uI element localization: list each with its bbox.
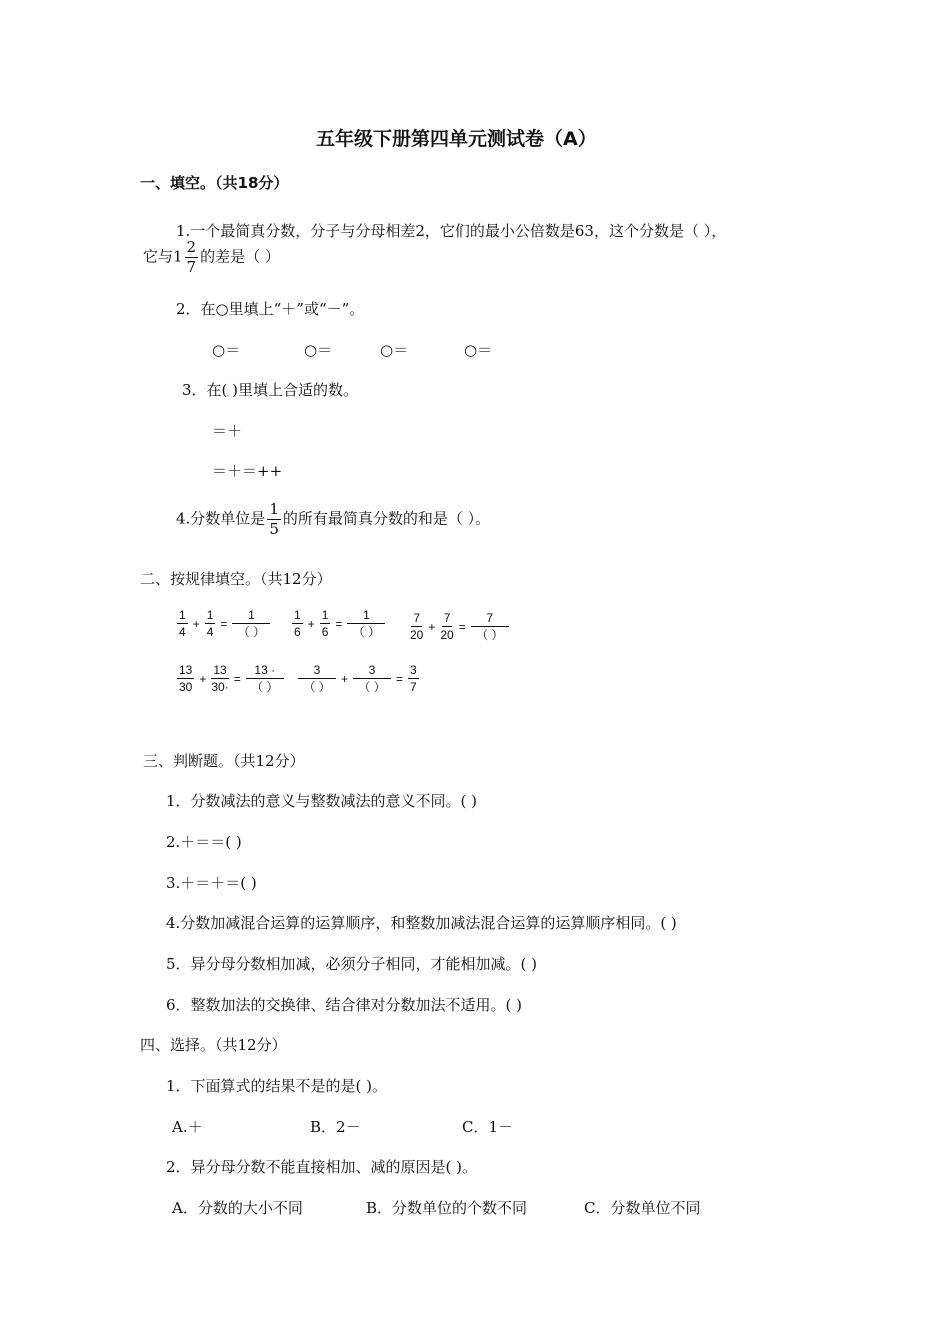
s1-q4 (176, 502, 490, 537)
choice-q1-text: 1．下面算式的结果不是的是( )。 (166, 1077, 388, 1095)
choice-q2-text: 2．异分母分数不能直接相加、减的原因是( )。 (166, 1158, 478, 1176)
circle-blank-3: ○＝ (380, 341, 409, 359)
addend-fraction (177, 664, 194, 693)
choice-q1-option-b: B．2－ (310, 1118, 361, 1136)
numerator: 13 (213, 663, 227, 677)
pattern-item-4 (175, 664, 286, 693)
numerator: 3 (353, 664, 391, 679)
plus-sign: + (199, 671, 207, 686)
denominator-blank: （ ） (251, 680, 279, 694)
choice-q2-option-a: A．分数的大小不同 (172, 1199, 303, 1217)
denominator: 6 (294, 625, 301, 639)
judge-item-3: 3.＋＝＋＝( ) (166, 874, 257, 892)
numerator: 7 (413, 611, 421, 625)
choice-q1-option-c: C．1－ (462, 1118, 514, 1136)
addend-fraction (320, 609, 331, 638)
addend-fraction (353, 664, 391, 693)
addend-fraction (205, 609, 216, 638)
mixed-fraction (185, 240, 199, 275)
denominator-blank: （ ） (358, 680, 386, 694)
s1-q1-line2 (143, 240, 280, 275)
s1-q3-text: 3．在( )里填上合适的数。 (182, 381, 359, 399)
denominator: 4 (206, 625, 214, 639)
numerator: 1 (347, 609, 385, 624)
pattern-item-3 (408, 612, 511, 641)
plus-sign: + (428, 619, 436, 634)
plus-sign: + (307, 616, 315, 631)
judge-item-2: 2.＋＝＝( ) (166, 833, 242, 851)
numerator: 1 (206, 608, 214, 622)
circle-blank-2: ○＝ (304, 341, 333, 359)
addend-fraction (298, 664, 336, 693)
frac-numerator: 1 (269, 500, 279, 518)
pattern-item-2 (290, 609, 387, 638)
denominator: 4 (179, 625, 186, 639)
denominator: 30· (211, 680, 229, 694)
denominator: 20 (410, 628, 424, 642)
numerator: 7 (471, 612, 509, 627)
judge-item-6: 6．整数加法的交换律、结合律对分数加法不适用。( ) (166, 996, 523, 1014)
denominator-blank: （ ） (352, 625, 381, 639)
s1-q1-text-b: 它与1 (143, 247, 183, 266)
section-2-heading: 二、按规律填空。（共12分） (140, 570, 332, 588)
choice-q2-option-b: B．分数单位的个数不同 (366, 1199, 528, 1217)
numerator: 3 (298, 664, 336, 679)
unit-fraction (267, 502, 281, 537)
result-fraction (232, 609, 270, 638)
numerator: 1 (179, 608, 186, 622)
section-4-heading: 四、选择。（共12分） (140, 1036, 287, 1054)
numerator: 3 (410, 663, 417, 677)
addend-fraction (211, 664, 228, 693)
equals-sign: = (458, 619, 466, 634)
equals-sign: = (220, 616, 228, 631)
numerator: 1 (294, 608, 301, 622)
page-title: 五年级下册第四单元测试卷（A） (316, 128, 597, 150)
s1-q4-text-a: 4.分数单位是 (176, 509, 266, 528)
denominator: 6 (321, 625, 329, 639)
circle-blank-1: ○＝ (212, 341, 241, 359)
addend-fraction (292, 609, 303, 638)
denominator-blank: （ ） (237, 625, 266, 639)
result-fraction (246, 664, 284, 693)
s1-q1-line1: 1.一个最简真分数，分子与分母相差2，它们的最小公倍数是63，这个分数是（ ）， (176, 222, 727, 240)
judge-item-5: 5．异分母分数相加减，必须分子相同，才能相加减。( ) (166, 955, 538, 973)
section-3-heading: 三、判断题。（共12分） (143, 752, 305, 770)
numerator: 13 (179, 663, 193, 677)
plus-sign: + (341, 671, 349, 686)
pattern-item-5 (296, 664, 421, 693)
result-fraction (347, 609, 385, 638)
pattern-item-1 (175, 609, 272, 638)
equals-sign: = (335, 616, 343, 631)
numerator: 7 (443, 611, 451, 625)
frac-denominator: 5 (269, 520, 279, 538)
denominator: 7 (410, 680, 417, 694)
denominator-blank: （ ） (476, 628, 504, 642)
choice-q1-option-a: A.＋ (172, 1118, 203, 1136)
section-1-heading: 一、填空。（共18分） (140, 174, 289, 192)
frac-numerator: 2 (186, 238, 197, 256)
s1-q2-text: 2．在○里填上“＋”或“－”。 (176, 300, 365, 318)
result-fraction (408, 664, 419, 693)
numerator: 1 (232, 609, 270, 624)
s1-q3-line2: ＝＋＝++ (212, 462, 283, 480)
denominator-blank: （ ） (303, 680, 331, 694)
s1-q3-line1: ＝＋ (212, 422, 243, 440)
s1-q1-text-c: 的差是（ ） (200, 247, 280, 266)
denominator: 20 (440, 628, 454, 642)
result-fraction (471, 612, 509, 641)
equals-sign: = (396, 671, 404, 686)
addend-fraction (440, 612, 453, 641)
addend-fraction (177, 609, 188, 638)
choice-q2-option-c: C．分数单位不同 (584, 1199, 701, 1217)
frac-denominator: 7 (186, 258, 197, 276)
equals-sign: = (233, 671, 241, 686)
s1-q4-text-b: 的所有最简真分数的和是（ ）。 (282, 509, 491, 528)
judge-item-1: 1．分数减法的意义与整数减法的意义不同。( ) (166, 792, 478, 810)
denominator: 30 (179, 680, 193, 694)
circle-blank-4: ○＝ (464, 341, 493, 359)
addend-fraction (410, 612, 423, 641)
judge-item-4: 4.分数加减混合运算的运算顺序，和整数加减法混合运算的运算顺序相同。( ) (166, 914, 677, 932)
numerator: 13 · (246, 664, 284, 679)
plus-sign: + (192, 616, 200, 631)
numerator: 1 (321, 608, 329, 622)
